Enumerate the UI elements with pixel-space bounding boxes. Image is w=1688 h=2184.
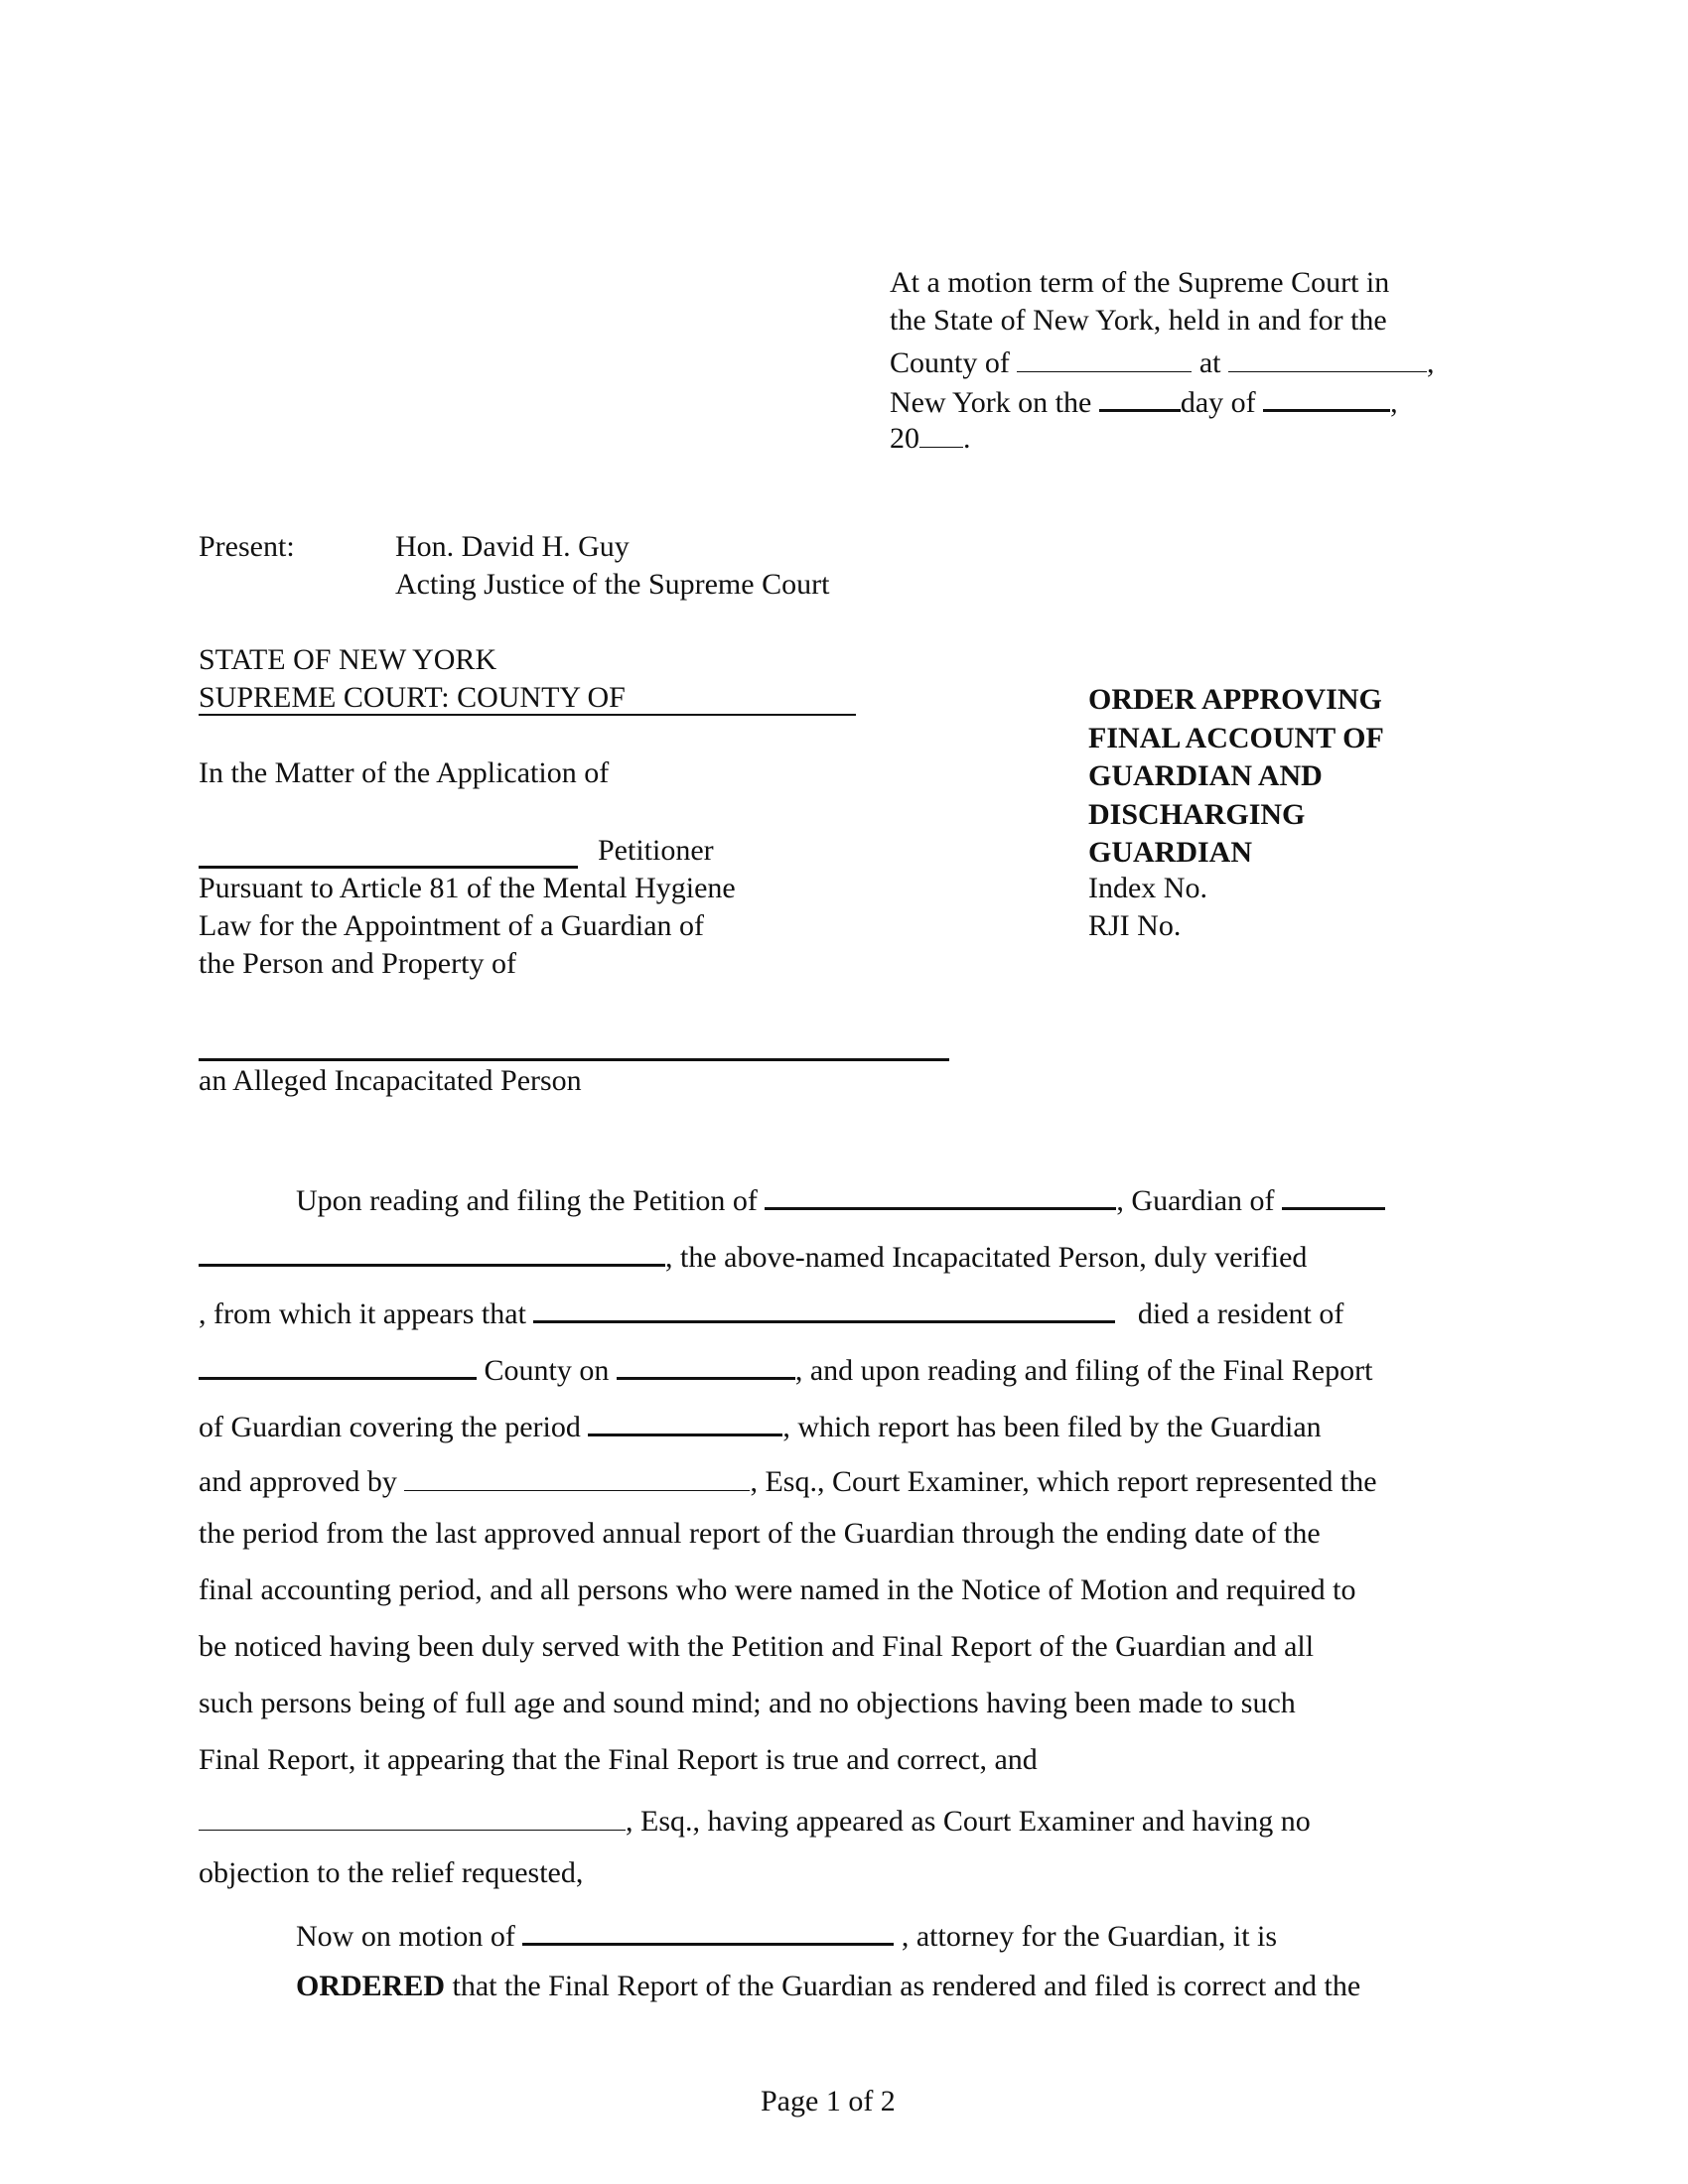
county-of-label: County of: [890, 346, 1010, 379]
body-text: County on: [484, 1354, 610, 1387]
decedent-name-blank[interactable]: [533, 1291, 1115, 1323]
day-of-label: day of: [1180, 386, 1256, 419]
caption-line-2: the State of New York, held in and for the: [890, 304, 1387, 337]
order-title-line: ORDER APPROVING: [1088, 683, 1382, 716]
body-line-15: [296, 1970, 1360, 2003]
death-date-blank[interactable]: [617, 1347, 795, 1380]
caption-line-1: At a motion term of the Supreme Court in: [890, 266, 1390, 299]
day-blank[interactable]: [1099, 379, 1181, 412]
period: .: [963, 422, 971, 455]
matter-line-2: Law for the Appointment of a Guardian of: [199, 909, 705, 942]
year-blank[interactable]: [919, 417, 963, 448]
petitioner-label: Petitioner: [598, 834, 714, 867]
judge-title: Acting Justice of the Supreme Court: [395, 568, 830, 601]
petitioner-name-blank[interactable]: [199, 866, 578, 869]
body-text: and approved by: [199, 1465, 397, 1498]
guardian-name-blank[interactable]: [765, 1177, 1116, 1210]
state-heading: STATE OF NEW YORK: [199, 643, 497, 676]
period-blank[interactable]: [588, 1404, 782, 1436]
caption-line-3: [890, 341, 1435, 380]
body-text: died a resident of: [1137, 1297, 1344, 1330]
matter-intro: In the Matter of the Application of: [199, 756, 610, 789]
comma: ,: [1390, 386, 1398, 419]
body-line-2: [199, 1234, 1307, 1275]
death-county-blank[interactable]: [199, 1347, 477, 1380]
order-title-line: GUARDIAN AND: [1088, 759, 1323, 792]
body-line-6: [199, 1460, 1377, 1499]
body-line-10: such persons being of full age and sound mind; and no objections having been made to such: [199, 1687, 1296, 1719]
body-line-12: [199, 1800, 1311, 1839]
body-text: ,: [199, 1297, 207, 1330]
present-label: Present:: [199, 530, 295, 563]
order-title-line: DISCHARGING: [1088, 797, 1306, 831]
body-text: from which it appears that: [206, 1297, 526, 1330]
county-blank[interactable]: [1017, 341, 1192, 372]
location-blank[interactable]: [1228, 341, 1427, 372]
year-prefix: 20: [890, 422, 919, 455]
court-county-label: SUPREME COURT: COUNTY OF: [199, 681, 626, 714]
body-text: , which report has been filed by the Guardian: [782, 1411, 1322, 1443]
at-label: at: [1198, 346, 1221, 379]
index-number-label: Index No.: [1088, 872, 1207, 904]
judge-name: Hon. David H. Guy: [395, 530, 630, 563]
court-county-heading: [199, 681, 626, 715]
order-title: [1088, 681, 1384, 873]
aip-label: an Alleged Incapacitated Person: [199, 1064, 582, 1097]
caption-line-4: [890, 379, 1398, 420]
body-line-13: objection to the relief requested,: [199, 1856, 584, 1889]
month-blank[interactable]: [1263, 379, 1390, 412]
body-line-9: be noticed having been duly served with the Petition and Final Report of the Guardian and all: [199, 1630, 1315, 1663]
matter-line-3: the Person and Property of: [199, 947, 516, 980]
examiner-appeared-blank[interactable]: [199, 1800, 626, 1831]
body-text: , Guardian of: [1116, 1184, 1275, 1217]
order-title-line: FINAL ACCOUNT OF: [1088, 721, 1384, 754]
body-text: , Esq., Court Examiner, which report represented the: [750, 1465, 1377, 1498]
body-text: of Guardian covering the period: [199, 1411, 581, 1443]
court-county-underline: [199, 714, 856, 716]
body-line-8: final accounting period, and all persons who were named in the Notice of Motion and required to: [199, 1573, 1356, 1606]
caption-line-5: [890, 417, 971, 456]
ip-name-blank[interactable]: [199, 1234, 665, 1267]
body-text: , the above-named Incapacitated Person, duly verified: [665, 1241, 1308, 1274]
body-text: , attorney for the Guardian, it is: [901, 1920, 1278, 1953]
body-line-14: [296, 1913, 1277, 1954]
ordered-keyword: ORDERED: [296, 1970, 446, 2002]
body-text: Now on motion of: [296, 1920, 515, 1953]
body-line-4: [199, 1347, 1372, 1388]
body-line-5: [199, 1404, 1322, 1444]
body-text: Upon reading and filing the Petition of: [296, 1184, 758, 1217]
attorney-name-blank[interactable]: [522, 1913, 894, 1946]
matter-line-1: Pursuant to Article 81 of the Mental Hygiene: [199, 872, 736, 904]
order-title-line: GUARDIAN: [1088, 836, 1252, 869]
body-line-7: the period from the last approved annual report of the Guardian through the ending date of the: [199, 1517, 1321, 1550]
ip-name-blank-start[interactable]: [1282, 1177, 1385, 1210]
comma: ,: [1427, 346, 1435, 379]
body-text: , Esq., having appeared as Court Examiner and having no: [626, 1805, 1311, 1838]
body-line-1: [296, 1177, 1385, 1218]
aip-name-blank[interactable]: [199, 1058, 949, 1061]
page-number: Page 1 of 2: [761, 2085, 896, 2117]
new-york-on-the-label: New York on the: [890, 386, 1092, 419]
body-text: that the Final Report of the Guardian as rendered and filed is correct and the: [445, 1970, 1361, 2002]
examiner-name-blank[interactable]: [404, 1460, 750, 1491]
body-line-3: [199, 1291, 1343, 1331]
body-text: , and upon reading and filing of the Final Report: [794, 1354, 1373, 1387]
body-line-11: Final Report, it appearing that the Final Report is true and correct, and: [199, 1743, 1038, 1776]
rji-number-label: RJI No.: [1088, 909, 1182, 942]
